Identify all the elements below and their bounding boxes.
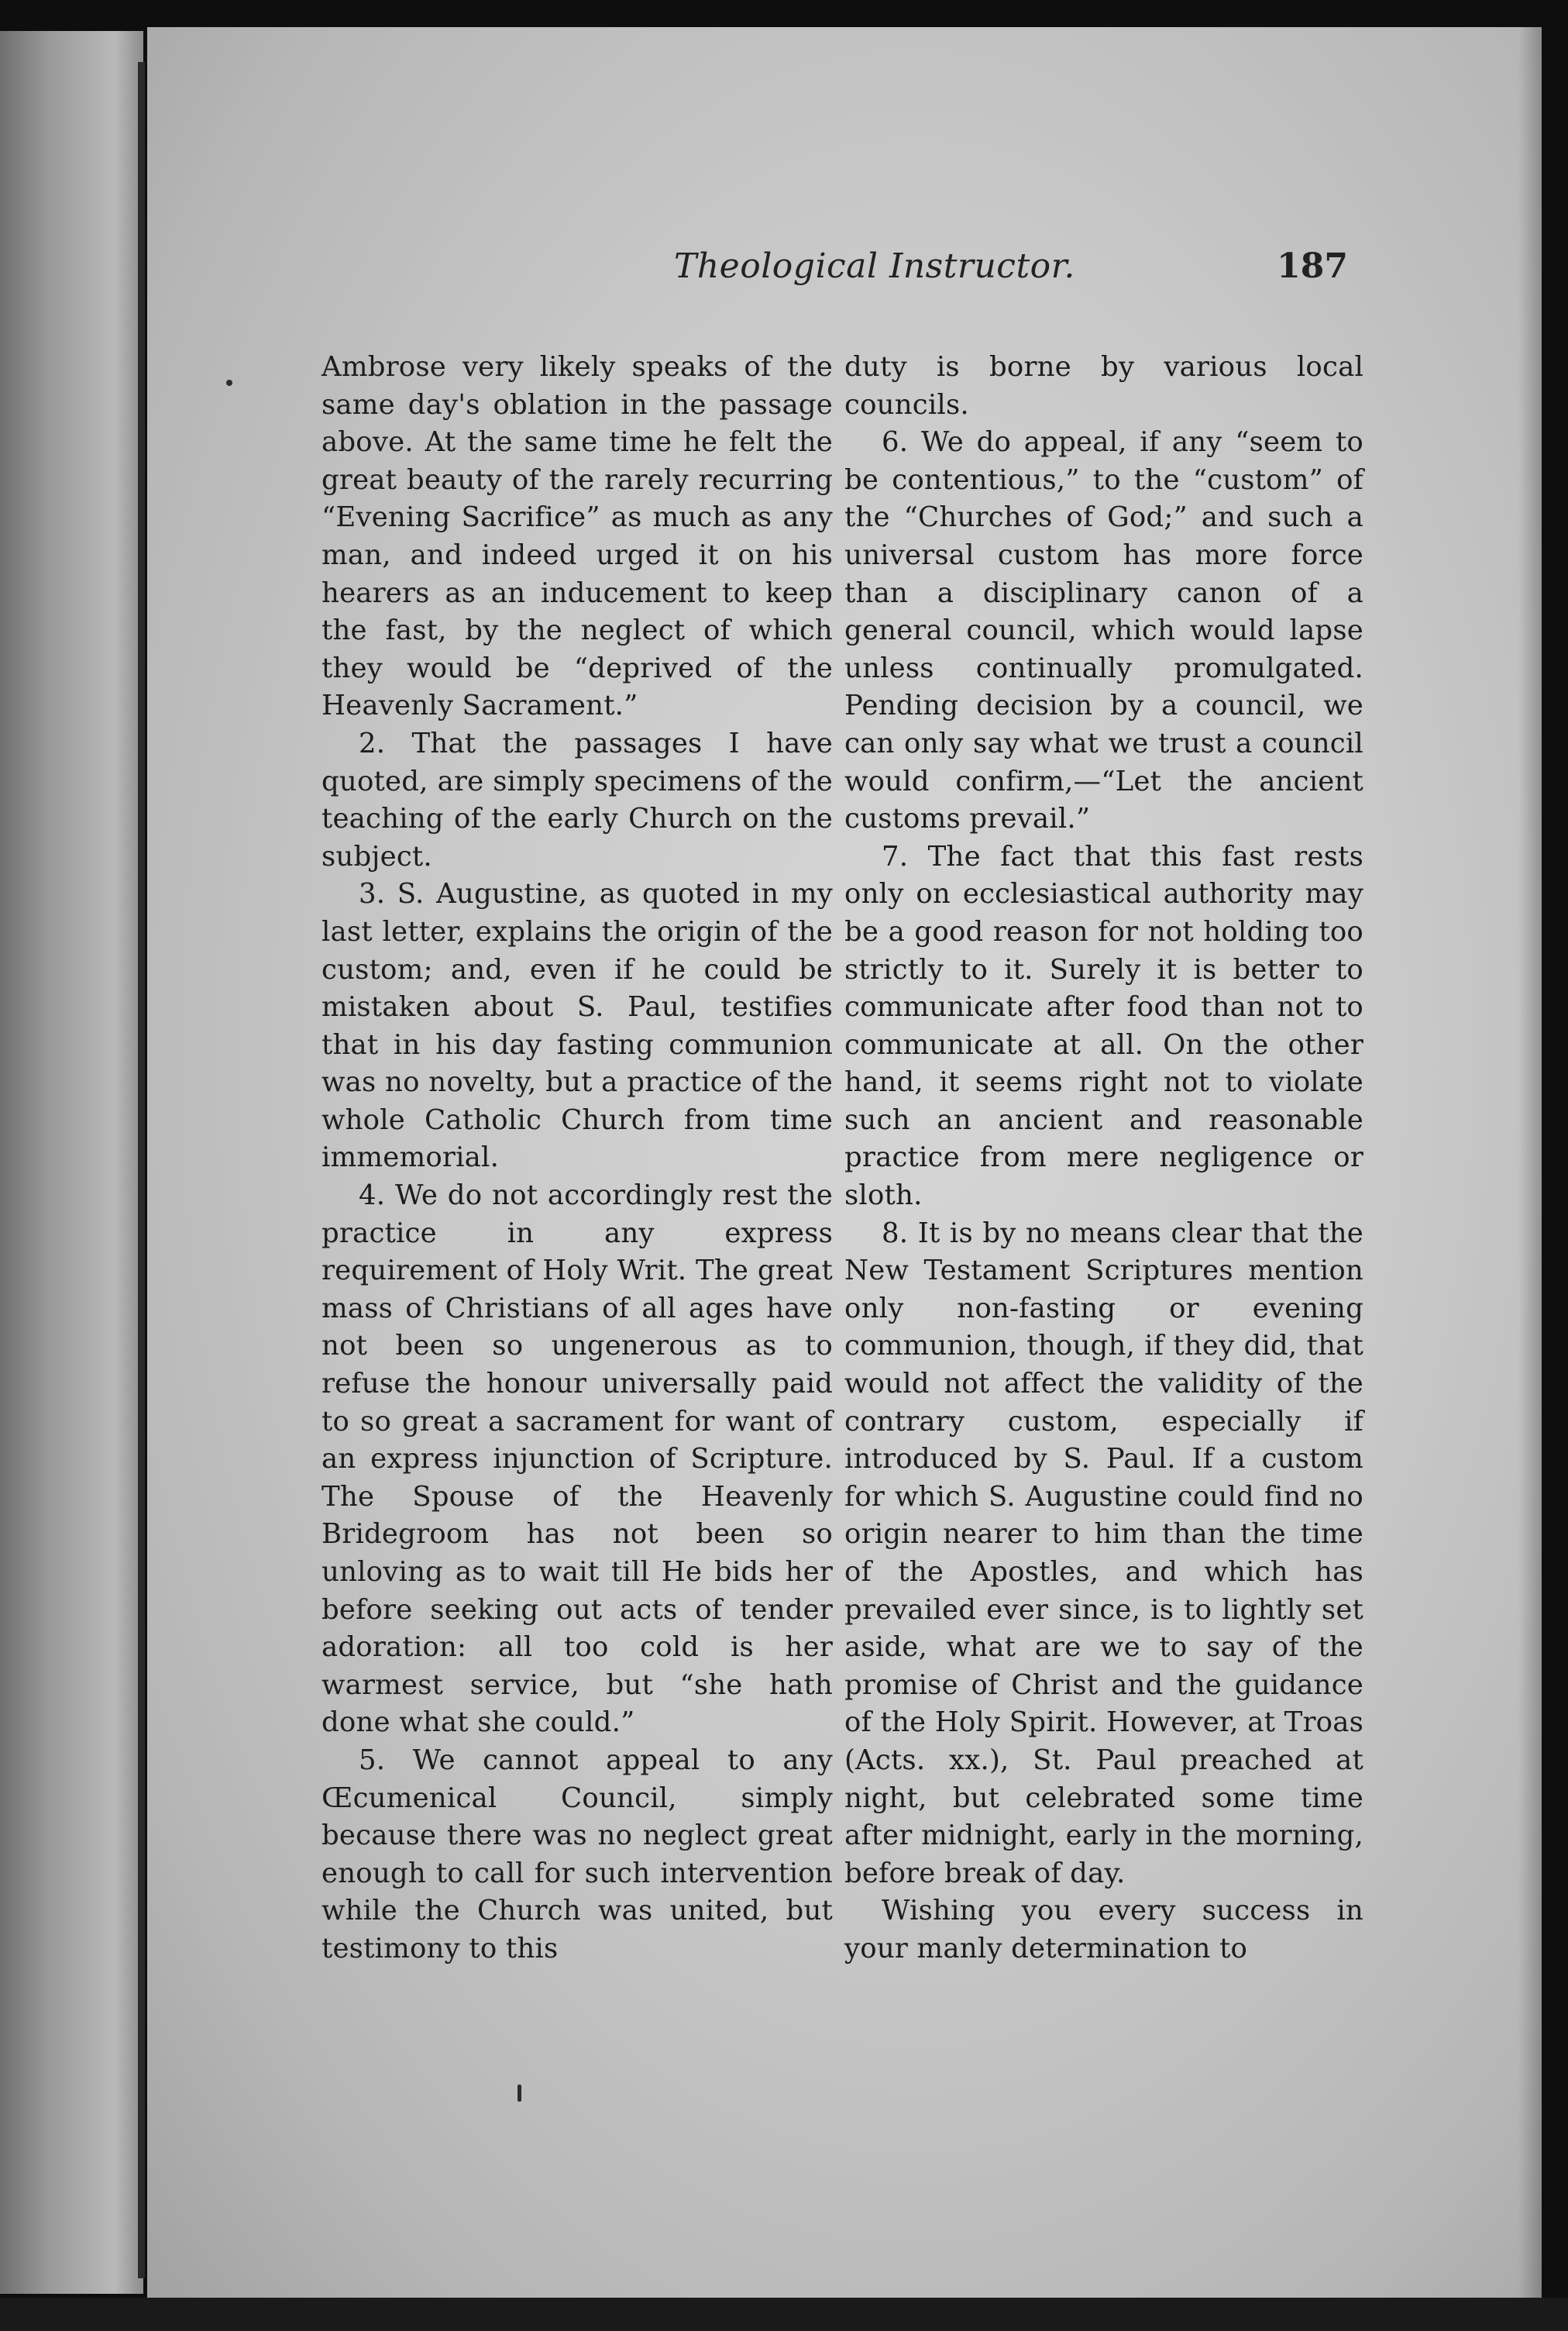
book-spine xyxy=(138,62,145,2278)
paragraph: 4. We do not accordingly rest the practice in any express requirement of Holy Writ. The great mass of Christians of all ages have not been so ungenerous as to refuse the honour universally paid to so great a sacrament for want of an express injunction of Scripture. The Spouse of the Heavenly Bridegroom has not been so unloving as to wait till He bids her before seeking out acts of tender adoration: all too cold is her warmest service, but “she hath done what she could.” xyxy=(322,1179,833,1739)
paragraph: 3. S. Augustine, as quoted in my last letter, explains the origin of the custom; and, even if he could be mistaken about S. Paul, testifies that in his day fasting communion was no novelty, but a practice of the whole Catholic Church from time immemorial. xyxy=(322,878,833,1174)
paragraph: 2. That the passages I have quoted, are simply specimens of the teaching of the early Church on the subject. xyxy=(322,727,833,873)
paragraph: 8. It is by no means clear that the New Testament Scriptures mention only non-fasting or evening communion, though, if they did, that would not affect the validity of the contrary custom, especially if introduced by S. Paul. If a custom for which S. Augustine could find no origin nearer to him than the time of the Apostles, and which has prevailed ever since, is to lightly set aside, what are we to say of the promise of Christ and the guidance of the Holy Spirit. However, at Troas (Acts. xx.), St. Paul preached at night, but celebrated some time after midnight, early in the morning, before break of day. xyxy=(844,1217,1363,1889)
running-title: Theological Instructor. xyxy=(674,246,1075,286)
page-number: 187 xyxy=(1277,246,1348,286)
running-header xyxy=(535,246,1371,301)
paper-speck xyxy=(518,2085,521,2102)
paper-speck xyxy=(226,380,232,386)
paragraph: duty is borne by various local councils. xyxy=(844,351,1363,421)
right-text-column xyxy=(844,349,1363,1968)
left-text-column xyxy=(322,349,833,1968)
scan-bottom-border xyxy=(0,2298,1568,2331)
paragraph: 7. The fact that this fast rests only on ecclesiastical authority may be a good reason for not holding too strictly to it. Surely it is better to communicate after food than not to communicate at all. On the other hand, it seems right not to violate such an ancient and reasonable practice from mere negligence or sloth. xyxy=(844,840,1363,1212)
paragraph: Wishing you every success in your manly determination to xyxy=(844,1895,1363,1964)
paragraph: 6. We do appeal, if any “seem to be contentious,” to the “custom” of the “Churches of God;” and such a universal custom has more force than a disciplinary canon of a general council, which would lapse unless continually promulgated. Pending decision by a council, we can only say what we trust a council would confirm,—“Let the ancient customs prevail.” xyxy=(844,426,1363,835)
paragraph: 5. We cannot appeal to any Œcumenical Council, simply because there was no neglect great enough to call for such intervention while the Church was united, but testimony to this xyxy=(322,1744,833,1964)
paragraph: Ambrose very likely speaks of the same day's oblation in the passage above. At the same time he felt the great beauty of the rarely recurring “Evening Sacrifice” as much as any man, and indeed urged it on his hearers as an inducement to keep the fast, by the neglect of which they would be “deprived of the Heavenly Sacrament.” xyxy=(322,351,833,722)
page-right-edge xyxy=(1518,27,1542,2298)
left-page-edge xyxy=(0,31,143,2294)
